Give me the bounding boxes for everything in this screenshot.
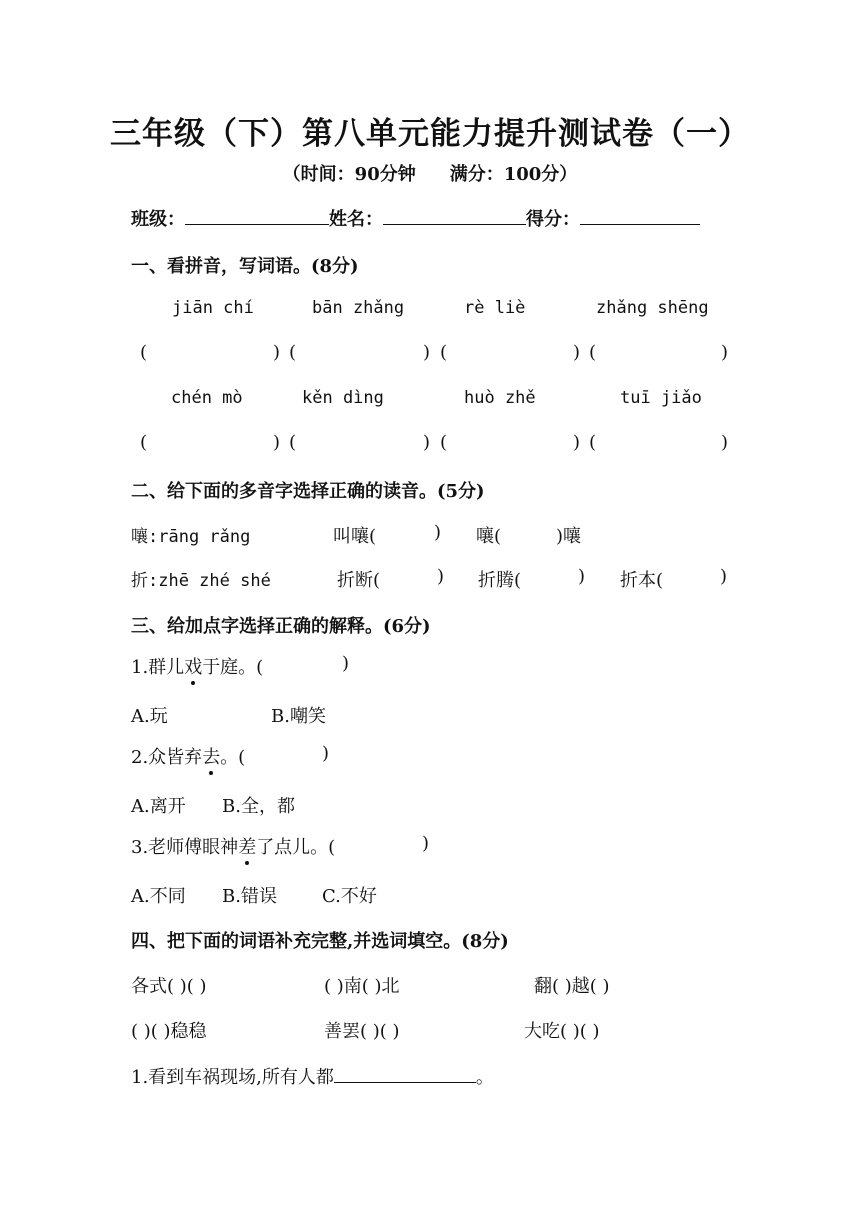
dotted-character: 差 bbox=[238, 837, 257, 858]
option-a[interactable]: A.离开 bbox=[131, 796, 186, 817]
answer-paren-open[interactable]: ( bbox=[289, 342, 297, 363]
idiom-5[interactable]: 善罢( )( ) bbox=[324, 1021, 400, 1042]
zhe-readings: 折:zhē zhé shé bbox=[131, 571, 271, 591]
zhe-question-1-close: ) bbox=[437, 566, 445, 587]
idiom-2[interactable]: ( )南( )北 bbox=[324, 976, 400, 997]
page-title: 三年级（下）第八单元能力提升测试卷（一） bbox=[110, 116, 750, 152]
answer-paren-open[interactable]: ( bbox=[440, 432, 448, 453]
pinyin-5: chén mò bbox=[171, 388, 243, 408]
answer-paren-close: ) bbox=[273, 432, 281, 453]
option-b[interactable]: B.嘲笑 bbox=[271, 706, 326, 727]
answer-paren-close: ) bbox=[721, 432, 729, 453]
zhe-question-3[interactable]: 折本( bbox=[620, 570, 664, 591]
score-label: 得分： bbox=[526, 209, 580, 230]
option-a[interactable]: A.玩 bbox=[131, 706, 168, 727]
section-4-heading: 四、把下面的词语补充完整,并选词填空。(8分) bbox=[131, 931, 509, 952]
answer-paren-close: ) bbox=[273, 342, 281, 363]
zhe-question-1[interactable]: 折断( bbox=[337, 570, 381, 591]
zhe-question-3-close: ) bbox=[720, 566, 728, 587]
idiom-4[interactable]: ( )( )稳稳 bbox=[131, 1021, 207, 1042]
question-3-1-close: ) bbox=[342, 653, 350, 674]
answer-paren-close: ) bbox=[423, 342, 431, 363]
name-blank[interactable] bbox=[383, 206, 526, 225]
option-c[interactable]: C.不好 bbox=[322, 886, 377, 907]
answer-paren-open[interactable]: ( bbox=[140, 432, 148, 453]
dotted-character: 去 bbox=[202, 747, 221, 768]
pinyin-1: jiān chí bbox=[172, 298, 254, 318]
class-label: 班级： bbox=[131, 209, 185, 230]
answer-paren-open[interactable]: ( bbox=[140, 342, 148, 363]
section-1-heading: 一、看拼音，写词语。(8分) bbox=[131, 256, 359, 277]
exam-subtitle bbox=[0, 160, 860, 186]
question-3-3-close: ) bbox=[422, 833, 430, 854]
answer-paren-close: ) bbox=[573, 342, 581, 363]
full-score: 满分：100分） bbox=[449, 164, 578, 185]
answer-paren-close: ) bbox=[721, 342, 729, 363]
answer-paren-open[interactable]: ( bbox=[589, 432, 597, 453]
answer-paren-open[interactable]: ( bbox=[440, 342, 448, 363]
section-3-heading: 三、给加点字选择正确的解释。(6分) bbox=[131, 616, 431, 637]
idiom-1[interactable]: 各式( )( ) bbox=[131, 976, 207, 997]
question-3-2-close: ) bbox=[322, 743, 330, 764]
score-blank[interactable] bbox=[580, 206, 700, 225]
zhe-question-2[interactable]: 折腾( bbox=[478, 570, 522, 591]
fill-question-1: 1.看到车祸现场,所有人都 。 bbox=[131, 1063, 494, 1089]
rang-question-1-close: ) bbox=[434, 522, 442, 543]
option-b[interactable]: B.错误 bbox=[222, 886, 277, 907]
idiom-6[interactable]: 大吃( )( ) bbox=[524, 1021, 600, 1042]
time-limit: （时间：90分钟 bbox=[282, 164, 416, 185]
answer-paren-open[interactable]: ( bbox=[589, 342, 597, 363]
answer-paren-close: ) bbox=[423, 432, 431, 453]
name-label: 姓名： bbox=[329, 209, 383, 230]
pinyin-2: bān zhǎng bbox=[312, 298, 405, 318]
class-blank[interactable] bbox=[185, 206, 329, 225]
option-a[interactable]: A.不同 bbox=[131, 886, 186, 907]
rang-question-2[interactable]: 嚷( bbox=[476, 526, 502, 547]
option-b[interactable]: B.全，都 bbox=[222, 796, 295, 817]
fill-blank[interactable] bbox=[334, 1064, 476, 1083]
pinyin-3: rè liè bbox=[464, 298, 526, 318]
pinyin-8: tuī jiǎo bbox=[620, 388, 702, 408]
rang-question-1[interactable]: 叫嚷( bbox=[333, 526, 377, 547]
student-info-row bbox=[131, 205, 731, 231]
rang-readings: 嚷:rāng rǎng bbox=[131, 527, 251, 547]
rang-question-2-close: )嚷 bbox=[556, 526, 582, 547]
pinyin-4: zhǎng shēng bbox=[596, 298, 709, 318]
dotted-character: 戏 bbox=[184, 657, 203, 678]
question-3-1: 1.群儿戏于庭。( bbox=[131, 657, 264, 678]
zhe-question-2-close: ) bbox=[578, 566, 586, 587]
section-2-heading: 二、给下面的多音字选择正确的读音。(5分) bbox=[131, 481, 485, 502]
question-3-3: 3.老师傅眼神差了点儿。( bbox=[131, 837, 336, 858]
idiom-3[interactable]: 翻( )越( ) bbox=[534, 976, 610, 997]
answer-paren-close: ) bbox=[573, 432, 581, 453]
question-3-2: 2.众皆弃去。( bbox=[131, 747, 246, 768]
pinyin-7: huò zhě bbox=[464, 388, 536, 408]
answer-paren-open[interactable]: ( bbox=[289, 432, 297, 453]
pinyin-6: kěn dìng bbox=[302, 388, 384, 408]
